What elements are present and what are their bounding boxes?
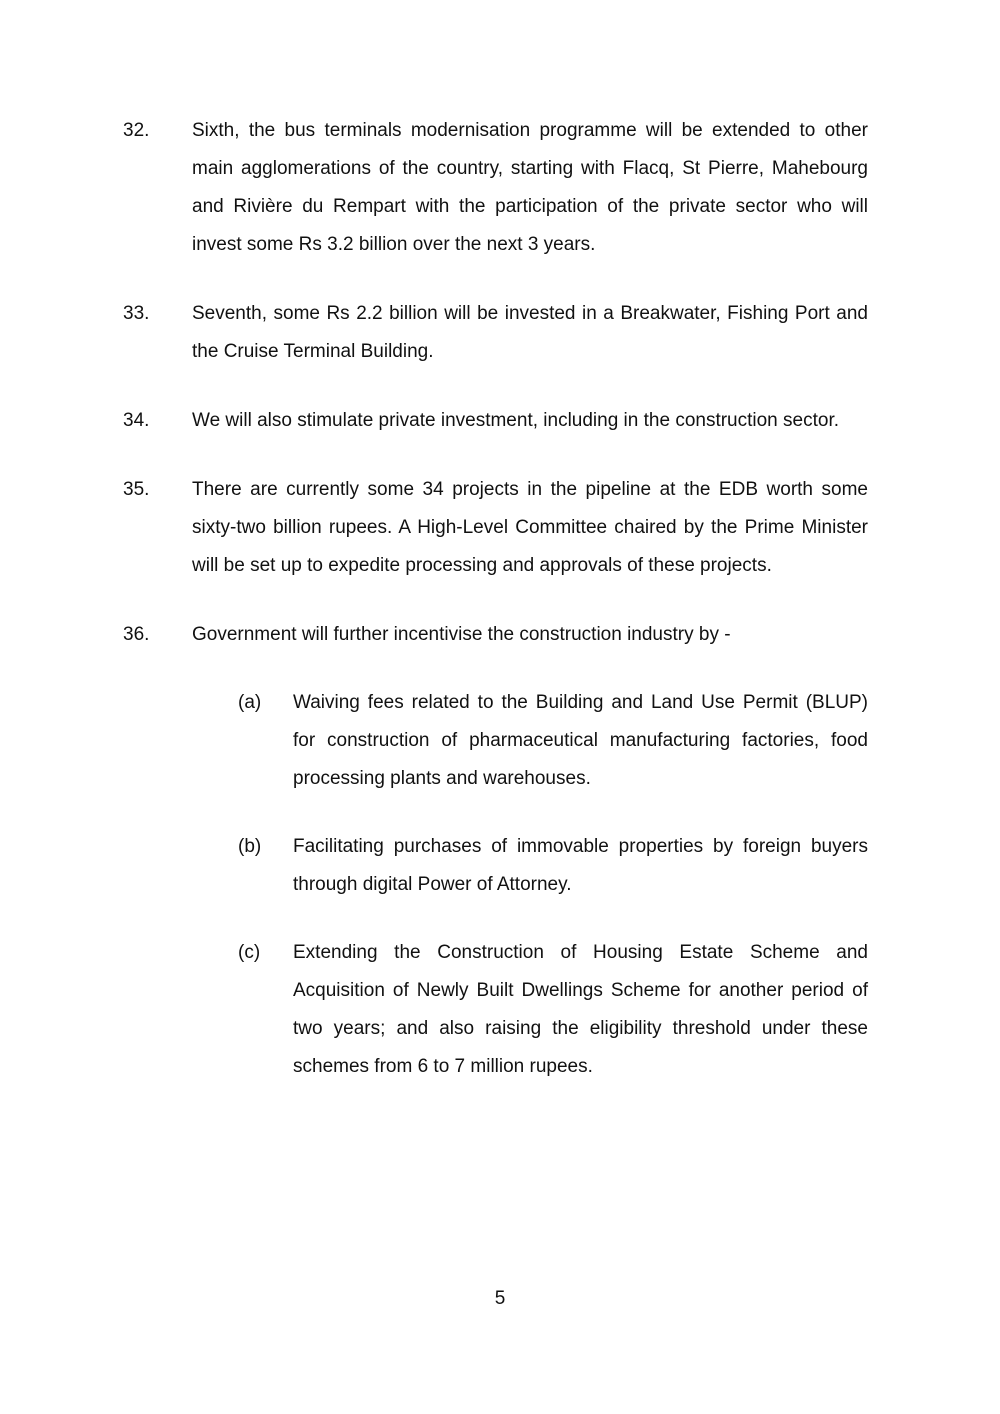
- paragraph-35: [123, 471, 868, 585]
- list-item-text: Facilitating purchases of immovable properties by foreign buyers through digital Power of Attorney.: [293, 836, 868, 895]
- paragraph-number: 32.: [123, 120, 150, 141]
- paragraph-32: [123, 112, 868, 264]
- list-item-c: [238, 934, 868, 1086]
- paragraph-text: We will also stimulate private investment, including in the construction sector.: [192, 410, 840, 431]
- sublist: [238, 684, 868, 1086]
- paragraph-number: 35.: [123, 479, 150, 500]
- paragraph-34: [123, 402, 868, 440]
- list-item-a: [238, 684, 868, 798]
- page-number: 5: [494, 1288, 506, 1309]
- list-item-marker: (c): [238, 942, 261, 963]
- list-item-text: Extending the Construction of Housing Estate Scheme and Acquisition of Newly Built Dwellings Scheme for another period of two years; and also raising the eligibility threshold under these schemes from 6 to 7 million rupees.: [293, 942, 868, 1077]
- paragraph-36: [123, 616, 868, 1086]
- paragraph-number: 34.: [123, 410, 150, 431]
- paragraph-number: 33.: [123, 303, 150, 324]
- paragraph-number: 36.: [123, 624, 150, 645]
- paragraph-text: Government will further incentivise the construction industry by -: [192, 624, 731, 645]
- list-item-marker: (b): [238, 836, 262, 857]
- paragraph-text: Seventh, some Rs 2.2 billion will be invested in a Breakwater, Fishing Port and the Cruise Terminal Building.: [192, 303, 868, 362]
- list-item-text: Waiving fees related to the Building and Land Use Permit (BLUP) for construction of pharmaceutical manufacturing factories, food processing plants and warehouses.: [293, 692, 868, 789]
- list-item-marker: (a): [238, 692, 262, 713]
- paragraph-33: [123, 295, 868, 371]
- paragraph-text: There are currently some 34 projects in the pipeline at the EDB worth some sixty-two billion rupees. A High-Level Committee chaired by the Prime Minister will be set up to expedite processing and approvals of these projects.: [192, 479, 868, 576]
- list-item-b: [238, 828, 868, 904]
- paragraph-text: Sixth, the bus terminals modernisation programme will be extended to other main agglomerations of the country, starting with Flacq, St Pierre, Mahebourg and Rivière du Rempart with the participation of the private sector who will invest some Rs 3.2 billion over the next 3 years.: [192, 120, 868, 255]
